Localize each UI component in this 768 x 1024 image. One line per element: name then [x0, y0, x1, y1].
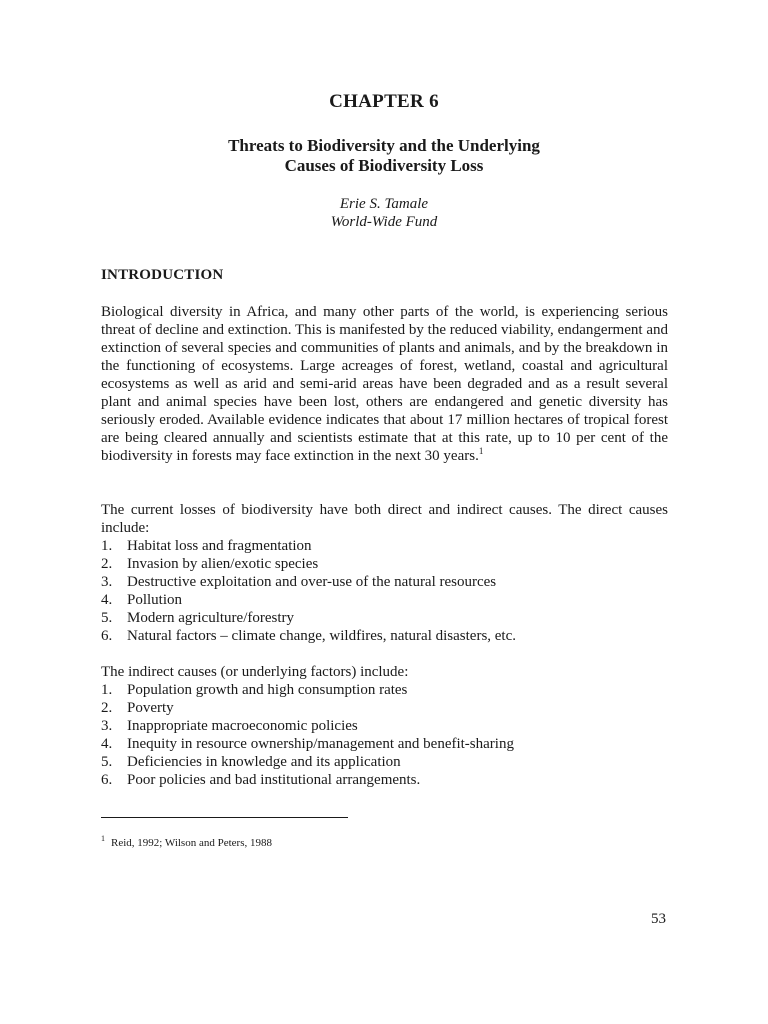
direct-cause-item	[101, 609, 668, 627]
author-name: Erie S. Tamale	[339, 196, 429, 212]
introduction-paragraph	[101, 303, 668, 465]
page-number: 53	[651, 911, 666, 927]
direct-cause-item	[101, 537, 668, 555]
list-item-text: Invasion by alien/exotic species	[127, 556, 319, 572]
indirect-cause-item	[101, 681, 668, 699]
direct-cause-item	[101, 627, 668, 645]
author-affiliation: World-Wide Fund	[330, 214, 438, 230]
list-item-text: Pollution	[127, 592, 183, 608]
chapter-label: CHAPTER 6	[329, 91, 439, 112]
list-item-text: Habitat loss and fragmentation	[127, 538, 312, 554]
list-item-number: 6.	[101, 772, 113, 788]
list-item-number: 6.	[101, 628, 113, 644]
list-item-number: 5.	[101, 610, 113, 626]
direct-causes-intro: The current losses of biodiversity have both direct and indirect causes. The direct causes include:	[101, 502, 668, 536]
direct-cause-item	[101, 591, 668, 609]
footnote-divider	[101, 817, 348, 818]
list-item-number: 4.	[101, 736, 113, 752]
list-item-text: Inequity in resource ownership/management and benefit-sharing	[127, 736, 514, 752]
chapter-title-line-1: Threats to Biodiversity and the Underlying	[228, 136, 540, 155]
paragraph-text: Biological diversity in Africa, and many other parts of the world, is experiencing serious threat of decline and extinction. This is manifested by the reduced viability, endangerment and extinction of several species and communities of plants and animals, and by the breakdown in the functioning of ecosystems. Large acreages of forest, wetland, coastal and agricultural ecosystems as well as arid and semi-arid areas have been degraded and as a result several plant and animal species have been lost, others are endangered and genetic diversity has seriously eroded. Available evidence indicates that about 17 million hectares of tropical forest are being cleared annually and scientists estimate that at this rate, up to 10 per cent of the biodiversity in forests may face extinction in the next 30 years.	[101, 304, 668, 464]
list-item-number: 3.	[101, 718, 113, 734]
list-item-number: 2.	[101, 556, 113, 572]
list-item-number: 4.	[101, 592, 113, 608]
direct-cause-item	[101, 573, 668, 591]
direct-causes-block	[101, 501, 668, 645]
indirect-causes-intro: The indirect causes (or underlying factors) include:	[101, 664, 409, 680]
chapter-title	[0, 136, 768, 176]
list-item-number: 2.	[101, 700, 113, 716]
list-item-number: 1.	[101, 682, 113, 698]
list-item-number: 3.	[101, 574, 113, 590]
list-item-text: Natural factors – climate change, wildfires, natural disasters, etc.	[127, 628, 517, 644]
indirect-cause-item	[101, 699, 668, 717]
footnote	[101, 836, 272, 850]
footnote-mark: 1	[101, 834, 105, 844]
indirect-cause-item	[101, 771, 668, 789]
direct-cause-item	[101, 555, 668, 573]
list-item-text: Destructive exploitation and over-use of the natural resources	[127, 574, 497, 590]
indirect-cause-item	[101, 735, 668, 753]
list-item-number: 5.	[101, 754, 113, 770]
list-item-text: Inappropriate macroeconomic policies	[127, 718, 358, 734]
indirect-cause-item	[101, 717, 668, 735]
list-item-number: 1.	[101, 538, 113, 554]
list-item-text: Poverty	[127, 700, 174, 716]
indirect-causes-block	[101, 663, 668, 789]
footnote-text: Reid, 1992; Wilson and Peters, 1988	[111, 837, 272, 849]
indirect-cause-item	[101, 753, 668, 771]
list-item-text: Modern agriculture/forestry	[127, 610, 295, 626]
list-item-text: Population growth and high consumption rates	[127, 682, 408, 698]
author-block	[0, 195, 768, 231]
footnote-reference: 1	[478, 446, 484, 456]
chapter-title-line-2: Causes of Biodiversity Loss	[284, 156, 484, 175]
direct-causes-list	[101, 537, 668, 645]
list-item-text: Deficiencies in knowledge and its application	[127, 754, 401, 770]
section-heading: INTRODUCTION	[101, 267, 224, 283]
indirect-causes-list	[101, 681, 668, 789]
list-item-text: Poor policies and bad institutional arrangements.	[127, 772, 421, 788]
